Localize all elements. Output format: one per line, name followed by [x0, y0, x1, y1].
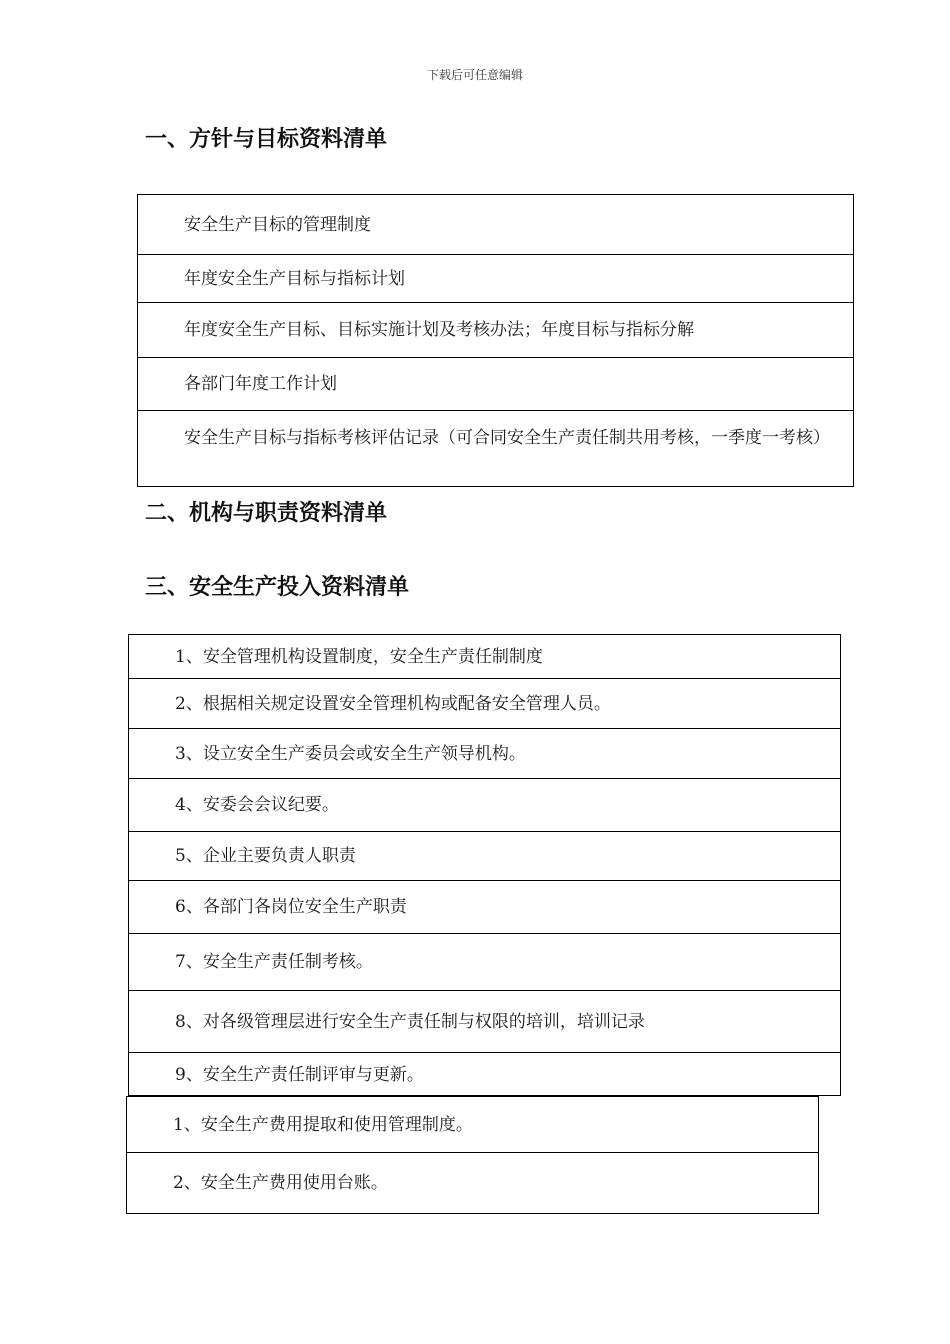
section-1-title: 一、方针与目标资料清单: [145, 127, 388, 152]
table-row: 各部门年度工作计划: [138, 358, 853, 411]
section-2-title: 二、机构与职责资料清单: [145, 501, 388, 526]
table-row: 8、对各级管理层进行安全生产责任制与权限的培训，培训记录: [129, 991, 840, 1053]
table-row: 4、安委会会议纪要。: [129, 779, 840, 832]
section-1-table: [137, 194, 854, 487]
table-row: 6、各部门各岗位安全生产职责: [129, 881, 840, 934]
table-row: 5、企业主要负责人职责: [129, 832, 840, 881]
table-row: 年度安全生产目标、目标实施计划及考核办法；年度目标与指标分解: [138, 303, 853, 358]
section-3-table-a: [128, 634, 841, 1096]
table-row: 1、安全管理机构设置制度，安全生产责任制制度: [129, 635, 840, 679]
section-3-table-b: [126, 1096, 819, 1214]
table-row: 2、根据相关规定设置安全管理机构或配备安全管理人员。: [129, 679, 840, 729]
table-row: 3、设立安全生产委员会或安全生产领导机构。: [129, 729, 840, 779]
page-header: 下载后可任意编辑: [426, 68, 523, 82]
table-row: 2、安全生产费用使用台账。: [173, 1173, 388, 1193]
table-row: 安全生产目标的管理制度: [138, 195, 853, 255]
table-row: 安全生产目标与指标考核评估记录（可合同安全生产责任制共用考核，一季度一考核）: [184, 428, 830, 448]
table-row: 7、安全生产责任制考核。: [129, 934, 840, 991]
table-row: 1、安全生产费用提取和使用管理制度。: [127, 1097, 818, 1153]
table-row: 9、安全生产责任制评审与更新。: [175, 1065, 424, 1085]
section-3-title: 三、安全生产投入资料清单: [145, 575, 410, 600]
table-row: 年度安全生产目标与指标计划: [138, 255, 853, 303]
